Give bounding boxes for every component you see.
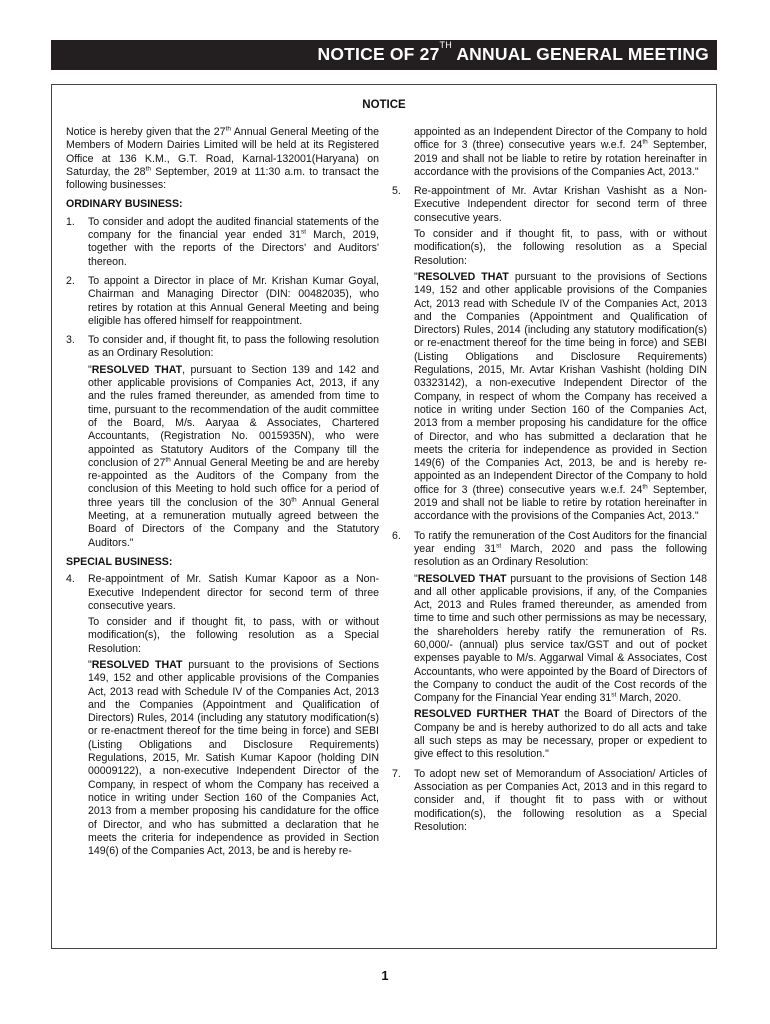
notice-frame xyxy=(51,84,717,949)
ordinary-business-heading: ORDINARY BUSINESS: xyxy=(66,198,183,211)
resolution-text: "RESOLVED THAT pursuant to the provisions of Section 148 and all other applicable provisions, if any, of the Companies Act, 2013 and Rules framed thereunder, as amended from time to time and such other permissions as may be necessary, the shareholders hereby ratify the remuneration of Rs. 60,000/- (annual) plus service tax/GST and out of pocket expenses payable to M/s. Aggarwal Vimal & Associates, Cost Accountants, who were appointed by the Board of Directors of the Company to conduct the audit of the Cost records of the Company for the Financial Year ending 31st March, 2020. xyxy=(414,572,708,705)
agenda-item-7: 7. To adopt new set of Memorandum of Association/ Articles of Association as per Companies Act, 2013 and in this regard to consider and, if thought fit to pass with or without modification(s), the following resolution as a Special Resolution: xyxy=(392,767,707,833)
agenda-item-3: 3. To consider and, if thought fit, to pass the following resolution as an Ordinary Resolution: "RESOLVED THAT, pursuant to Section 139 and 142 and other applicable provisions of Companies Act, 2013, if any and the rules framed thereunder, as amended from time to time, pursuant to the recommendation of the audit committee of the Board, M/s. Aaryaa & Associates, Chartered Accountants, (Registration No. 0015935N), who were appointed as Statutory Auditors of the Company till the conclusion of 27th Annual General Meeting be and are hereby re-appointed as the Auditors of the Company from the conclusion of this Meeting to hold such office for a period of three years till the conclusion of the 30th Annual General Meeting, at a remuneration mutually agreed between the Board of Directors of the Company and the Statutory Auditors." xyxy=(66,334,380,549)
agenda-item-2: 2. To appoint a Director in place of Mr. Krishan Kumar Goyal, Chairman and Managing Director (DIN: 00482035), who retires by rotation at this Annual General Meeting and being eligible has offered himself for reappointment. xyxy=(66,274,379,327)
left-column xyxy=(66,126,379,864)
agenda-item-6: 6. To ratify the remuneration of the Cost Auditors for the financial year ending 31st March, 2020 and pass the following resolution as an Ordinary Resolution: "RESOLVED THAT pursuant to the provisions of Section 148 and all other applicable provisions, if any, of the Companies Act, 2013 and Rules framed thereunder, as amended from time to time and such other permissions as may be necessary, the shareholders hereby ratify the remuneration of Rs. 60,000/- (annual) plus service tax/GST and out of pocket expenses payable to M/s. Aggarwal Vimal & Associates, Cost Accountants, who were appointed by the Board of Directors of the Company to conduct the audit of the Cost records of the Company for the Financial Year ending 31st March, 2020. RESOLVED FURTHER THAT the Board of Directors of the Company be and is hereby authorized to do all acts and take all such steps as may be necessary, proper or expedient to give effect to this resolution." xyxy=(392,529,708,761)
resolution-text: "RESOLVED THAT, pursuant to Section 139 and 142 and other applicable provisions of Companies Act, 2013, if any and the rules framed thereunder, as amended from time to time, pursuant to the recommendation of the audit committee of the Board, M/s. Aaryaa & Associates, Chartered Accountants, (Registration No. 0015935N), who were appointed as Statutory Auditors of the Company till the conclusion of 27th Annual General Meeting be and are hereby re-appointed as the Auditors of the Company from the conclusion of this Meeting to hold such office for a period of three years till the conclusion of the 30th Annual General Meeting, at a remuneration mutually agreed between the Board of Directors of the Company and the Statutory Auditors." xyxy=(88,363,380,549)
intro-paragraph: Notice is hereby given that the 27th Annual General Meeting of the Members of Modern Dairies Limited will be held at its Registered Office at 136 K.M., G.T. Road, Karnal-132001(Haryana) on Saturday, the 28th September, 2019 at 11:30 a.m. to transact the following businesses: xyxy=(66,125,379,192)
title-banner xyxy=(51,40,717,70)
right-column xyxy=(392,126,707,840)
resolution-text: "RESOLVED THAT pursuant to the provisions of Sections 149, 152 and other applicable provisions of the Companies Act, 2013 read with Schedule IV of the Companies Act, 2013 and the Companies (Appointment and Qualification of Directors) Rules, 2014 (including any statutory modification(s) or re-enactment thereof for the time being in force) and SEBI (Listing Obligations and Disclosure Requirements) Regulations, 2015, Mr. Avtar Krishan Vashisht (holding DIN 03323142), a non-executive Independent Director of the Company, in respect of whom the Company has received a notice in writing under Section 160 of the Companies Act, 2013 from a member proposing his candidature for the office of Director, and who has submitted a declaration that he meets the criteria for independence as provided in Section 149(6) of the Companies Act, 2013, be and is hereby re- appointed as an Independent Director of the Company to hold office for 3 (three) consecutive years w.e.f. 24th September, 2019 and shall not be liable to retire by rotation hereinafter in accordance with the provisions of the Companies Act, 2013." xyxy=(414,270,708,523)
page-title: NOTICE OF 27TH ANNUAL GENERAL MEETING xyxy=(317,40,709,64)
agenda-item-4: 4. Re-appointment of Mr. Satish Kumar Kapoor as a Non-Executive Independent director for second term of three consecutive years. To consider and if thought fit, to pass, with or without modification(s), the following resolution as a Special Resolution: "RESOLVED THAT pursuant to the provisions of Sections 149, 152 and other applicable provisions of the Companies Act, 2013 read with Schedule IV of the Companies Act, 2013 and the Companies (Appointment and Qualification of Directors) Rules, 2014 (including any statutory modification(s) or re-enactment thereof for the time being in force) and SEBI (Listing Obligations and Disclosure Requirements) Regulations, 2015, Mr. Satish Kumar Kapoor (holding DIN 00009122), a non-executive Independent Director of the Company, in respect of whom the Company has received a notice in writing under Section 160 of the Companies Act, 2013 from a member proposing his candidature for the office of Director, and who has submitted a declaration that he meets the criteria for independence as provided in Section 149(6) of the Companies Act, 2013, be and is hereby re- xyxy=(66,573,380,858)
agenda-item-4-continued: appointed as an Independent Director of the Company to hold office for 3 (three) consecutive years w.e.f. 24th September, 2019 and shall not be liable to retire by rotation hereinafter in accordance with the provisions of the Companies Act, 2013." xyxy=(414,126,707,178)
special-business-heading: SPECIAL BUSINESS: xyxy=(66,555,173,568)
page-number: 1 xyxy=(381,968,389,983)
resolution-text: "RESOLVED THAT pursuant to the provisions of Sections 149, 152 and other applicable provisions of the Companies Act, 2013 read with Schedule IV of the Companies Act, 2013 and the Companies (Appointment and Qualification of Directors) Rules, 2014 (including any statutory modification(s) or re-enactment thereof for the time being in force) and SEBI (Listing Obligations and Disclosure Requirements) Regulations, 2015, Mr. Satish Kumar Kapoor (holding DIN 00009122), a non-executive Independent Director of the Company, in respect of whom the Company has received a notice in writing under Section 160 of the Companies Act, 2013 from a member proposing his candidature for the office of Director, and who has submitted a declaration that he meets the criteria for independence as provided in Section 149(6) of the Companies Act, 2013, be and is hereby re- xyxy=(88,658,380,858)
agenda-item-5: 5. Re-appointment of Mr. Avtar Krishan Vashisht as a Non-Executive Independent director for second term of three consecutive years. To consider and if thought fit, to pass, with or without modification(s), the following resolution as a Special Resolution: "RESOLVED THAT pursuant to the provisions of Sections 149, 152 and other applicable provisions of the Companies Act, 2013 read with Schedule IV of the Companies Act, 2013 and the Companies (Appointment and Qualification of Directors) Rules, 2014 (including any statutory modification(s) or re-enactment thereof for the time being in force) and SEBI (Listing Obligations and Disclosure Requirements) Regulations, 2015, Mr. Avtar Krishan Vashisht (holding DIN 03323142), a non-executive Independent Director of the Company, in respect of whom the Company has received a notice in writing under Section 160 of the Companies Act, 2013 from a member proposing his candidature for the office of Director, and who has submitted a declaration that he meets the criteria for independence as provided in Section 149(6) of the Companies Act, 2013, be and is hereby re- appointed as an Independent Director of the Company to hold office for 3 (three) consecutive years w.e.f. 24th September, 2019 and shall not be liable to retire by rotation hereinafter in accordance with the provisions of the Companies Act, 2013." xyxy=(392,185,708,523)
resolution-further-text: RESOLVED FURTHER THAT the Board of Directors of the Company be and is hereby authorized to do all acts and take all such steps as may be necessary, proper or expedient to give effect to this resolution." xyxy=(414,708,707,761)
agenda-item-1: 1. To consider and adopt the audited financial statements of the company for the financial year ended 31st March, 2019, together with the reports of the Directors' and Auditors' thereon. xyxy=(66,215,379,268)
notice-heading: NOTICE xyxy=(362,99,406,111)
